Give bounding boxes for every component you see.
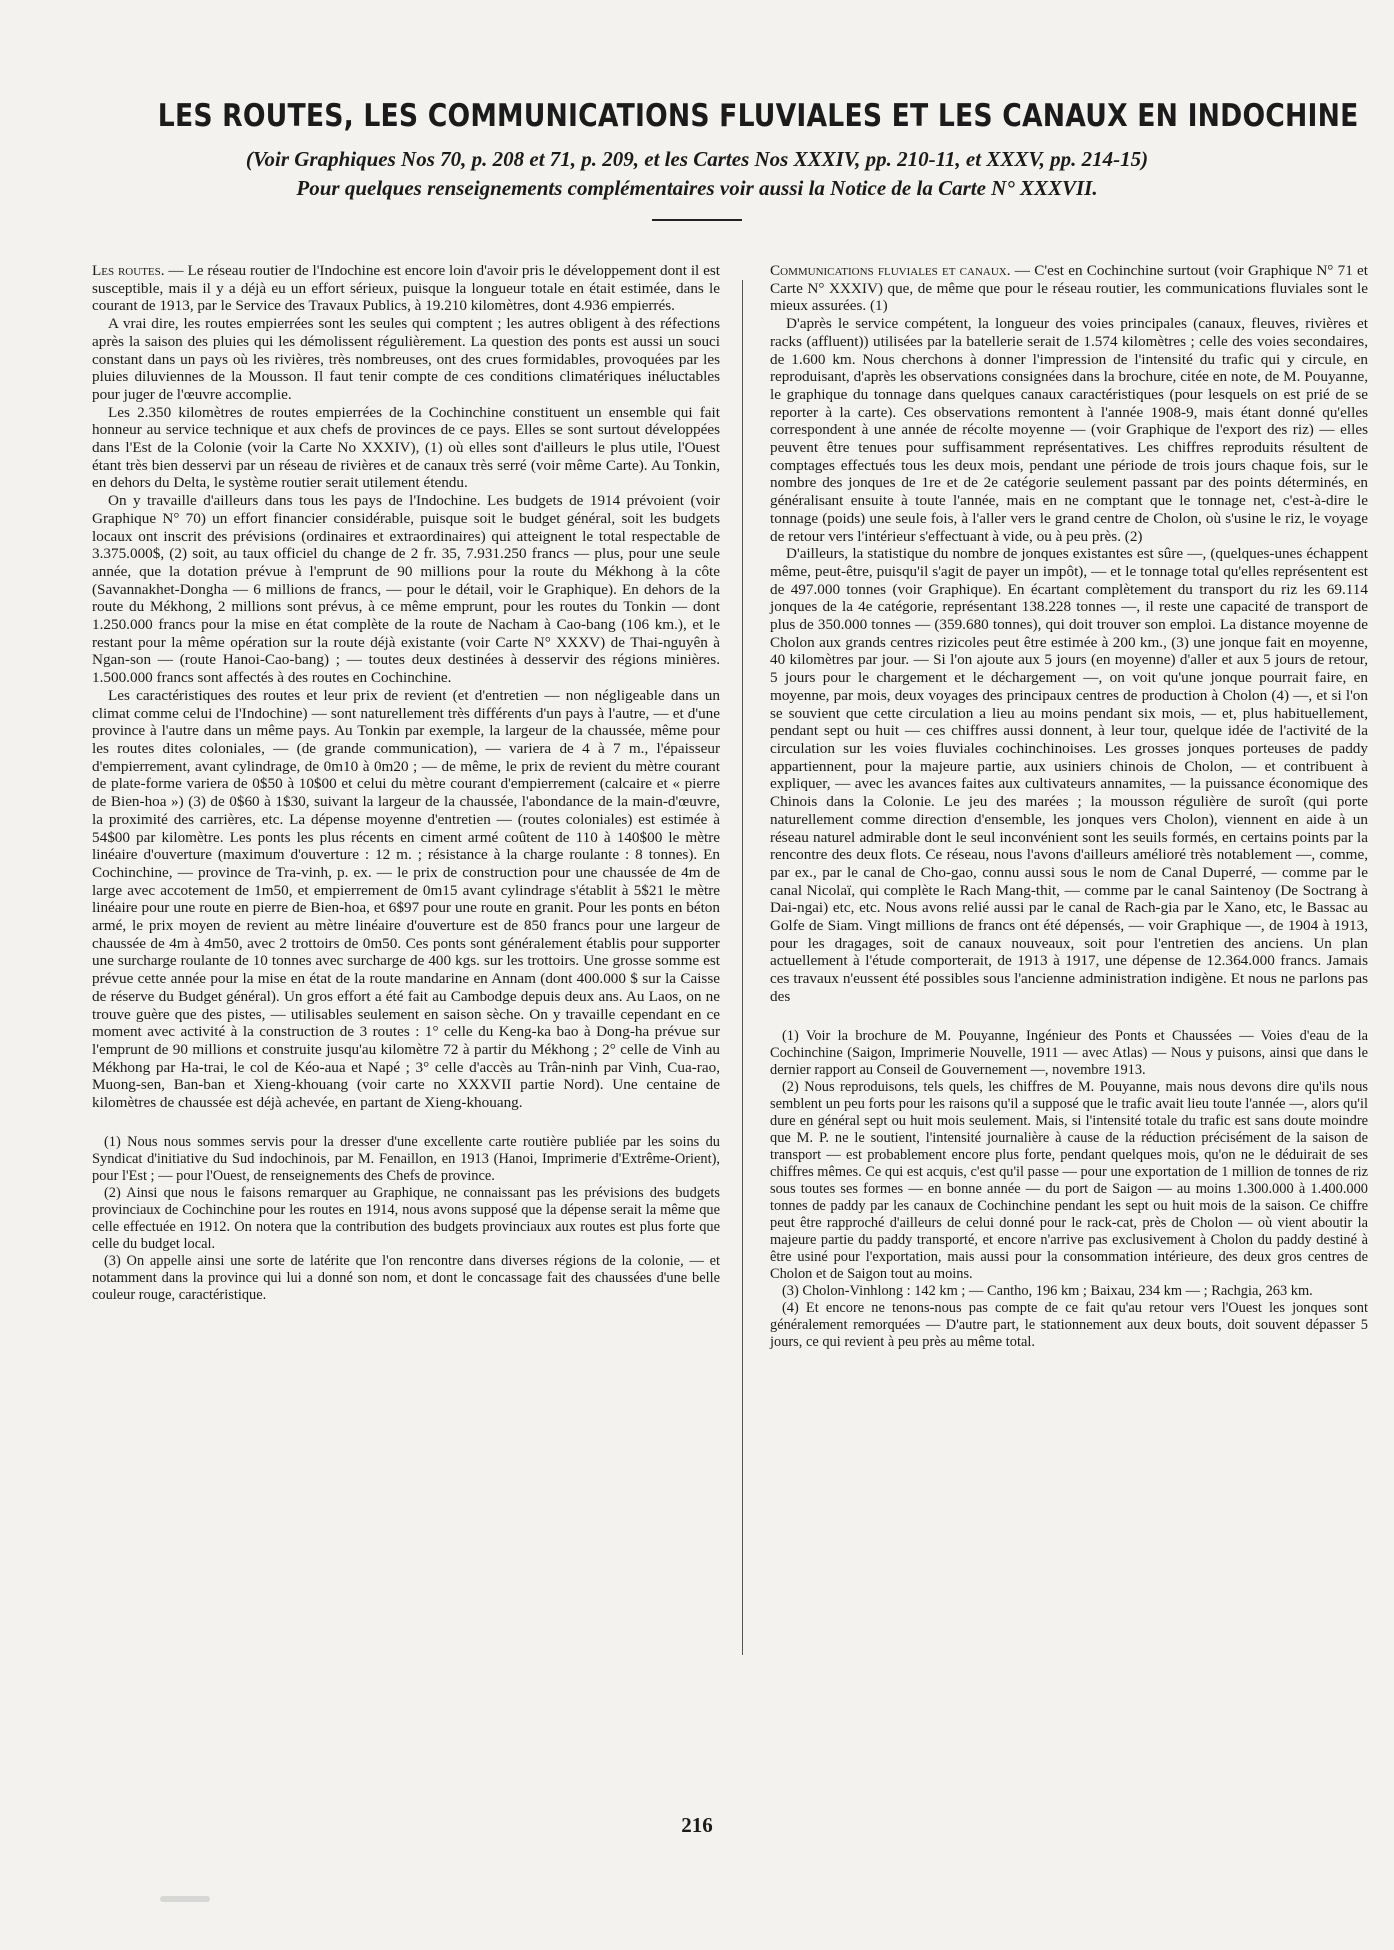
right-column xyxy=(770,262,1368,1351)
paragraph: D'après le service compétent, la longueur des voies principales (canaux, fleuves, rivières et racks (affluent)) utilisées par la batellerie serait de 1.574 kilomètres ; celle des voies secondaires, de 1.600 km. Nous cherchons à donner l'impression de l'intensité du trafic qui y circule, en reproduisant, d'après les observations consignées dans la brochure, citée en note, de M. Pouyanne, le graphique du tonnage dans quelques canaux caractéristiques (pour lesquels on est prié de se reporter à la carte). Ces observations remontent à l'année 1908-9, mais étant donné qu'elles correspondent à une année de récolte moyenne — (voir Graphique de l'export des riz) — elles peuvent être tenues pour suffisamment représentatives. Les chiffres reproduits résultent de comptages effectués tous les deux mois, pendant une période de trois jours chaque fois, sur le nombre des jonques de 1re et de 2e catégorie seulement passant par des points déterminés, en généralisant ensuite à toute l'année, mais en ne comptant que le tonnage net, c'est-à-dire le tonnage (poids) une seule fois, à l'aller vers le grand centre de Cholon, où s'usine le riz, le voyage de retour vers l'intérieur s'effectuant à vide, ou à peu près. (2) xyxy=(770,315,1368,545)
subtitle-notice: Pour quelques renseignements complémentaires voir aussi la Notice de la Carte N° XXXVII. xyxy=(296,176,1098,200)
footnote: (4) Et encore ne tenons-nous pas compte de ce fait qu'au retour vers l'Ouest les jonques sont généralement remorquées — D'autre part, le stationnement aux deux bouts, doit souvent dépasser 5 jours, ce qui revient à peu près au même total. xyxy=(770,1299,1368,1350)
paragraph: A vrai dire, les routes empierrées sont les seules qui comptent ; les autres obligent à des réfections après la saison des pluies qui les démolissent régulièrement. La question des ponts est aussi un souci constant dans un pays où les rivières, très nombreuses, ont des crues formidables, provoquées par les pluies diluviennes de la Mousson. Il faut tenir compte de ces conditions climatériques inéluctables pour juger de l'œuvre accomplie. xyxy=(92,315,720,403)
footnote: (3) Cholon-Vinhlong : 142 km ; — Cantho, 196 km ; Baixau, 234 km — ; Rachgia, 263 km. xyxy=(782,1282,1313,1299)
section-heading-routes: Les routes. xyxy=(92,262,165,279)
page-number: 216 xyxy=(681,1813,713,1837)
footnote: (3) On appelle ainsi une sorte de latérite que l'on rencontre dans diverses régions de la colonie, — et notamment dans la province qui lui a donné son nom, et dont le concassage fait des chaussées d'une belle couleur rouge, caractéristique. xyxy=(92,1252,720,1303)
footnotes xyxy=(92,1134,720,1304)
footnote: (2) Nous reproduisons, tels quels, les chiffres de M. Pouyanne, mais nous devons dire qu'ils nous semblent un peu forts pour les raisons qu'il a supposé que le trafic avait lieu toute l'année —, alors qu'il dure en général sept ou huit mois seulement. Mais, si l'intensité totale du trafic est sans doute moindre que M. P. ne le soutient, l'intensité journalière à cause de la réduction précisément de la saison de transport — est probablement encore plus forte, pendant quelques mois, qu'on ne le déduirait de ses chiffres mêmes. Ce qui est acquis, c'est qu'il passe — pour une exportation de 1 million de tonnes de riz sous toutes ses formes — en bonne année — du port de Saigon — au moins 1.300.000 à 1.400.000 tonnes de paddy par les canaux de Cochinchine pendant les sept ou huit mois de la saison. Ce chiffre peut être rapproché d'ailleurs de celui donné pour le rack-cat, près de Cholon — où vient aboutir la majeure partie du paddy transporté, et encore n'arrive pas exclusivement à Cholon du paddy destiné à être usiné pour l'exportation, mais aussi pour la consommation intérieure, des deux gros centres de Cholon et de Saigon tout au moins. xyxy=(770,1078,1368,1282)
paragraph: Les 2.350 kilomètres de routes empierrées de la Cochinchine constituent un ensemble qui fait honneur au service technique et aux chefs de provinces de ce pays. Elles se sont surtout développées dans l'Est de la Colonie (voir la Carte No XXXIV), (1) où elles sont d'ailleurs le plus utile, l'Ouest étant très bien desservi par un réseau de rivières et de canaux très serré (voir même Carte). Au Tonkin, en dehors du Delta, le système routier serait utilement étendu. xyxy=(92,403,720,492)
title-divider xyxy=(652,219,742,221)
footnote: (2) Ainsi que nous le faisons remarquer au Graphique, ne connaissant pas les prévisions des budgets provinciaux de Cochinchine pour les routes en 1914, nous avons supposé que la dépense serait la même que celle effectuée en 1912. On notera que la contribution des budgets provinciaux aux routes est plus forte que celle du budget local. xyxy=(92,1184,720,1252)
footnotes xyxy=(770,1028,1368,1351)
section-heading-canaux: Communications fluviales et canaux. xyxy=(770,262,1011,279)
print-smudge xyxy=(160,1896,210,1902)
footnote: (1) Voir la brochure de M. Pouyanne, Ingénieur des Ponts et Chaussées — Voies d'eau de la Cochinchine (Saigon, Imprimerie Nouvelle, 1911 — avec Atlas) — Nous y puisons, ainsi que dans le dernier rapport au Conseil de Gouvernement —, novembre 1913. xyxy=(770,1027,1368,1078)
paragraph: D'ailleurs, la statistique du nombre de jonques existantes est sûre —, (quelques-unes échappent même, peut-être, puisqu'il s'agit de payer un impôt), — et le tonnage total qu'elles représentent est de 497.000 tonnes (voir Graphique). En écartant complètement du transport du riz les 69.114 jonques de la 4e catégorie, représentant 138.228 tonnes —, il reste une capacité de transport de plus de 350.000 tonnes — (359.680 tonnes), qui doit trouver son emploi. La distance moyenne de Cholon aux grands centres rizicoles peut être estimée à 200 km., (3) une jonque fait en moyenne, 40 kilomètres par jour. — Si l'on ajoute aux 5 jours (en moyenne) d'aller et aux 5 jours de retour, 5 jours pour le chargement et le déchargement —, on voit qu'une jonque pourrait faire, en moyenne, par mois, deux voyages des principaux centres de production à Cholon (4) —, et si l'on se souvient que cette circulation a lieu au moins pendant six mois, — et, plus habituellement, pendant sept ou huit — ces chiffres aussi donnent, à leur tour, quelque idée de l'activité de la circulation sur les voies fluviales cochinchinoises. Les grosses jonques porteuses de paddy appartiennent, pour la majeure partie, aux usiniers chinois de Cholon, — et contribuent à expliquer, — avec les avances faites aux cultivateurs annamites, — la puissance économique des Chinois dans la Colonie. Le jeu des marées ; la mousson régulière de suroît (qui porte naturellement comme direction d'ensemble, les jonques vers Cholon), viennent en aide à un réseau naturel admirable dont le seul inconvénient sont les seuils formés, en certains points par la rencontre des deux flots. Ce réseau, nous l'avons d'ailleurs amélioré très notablement —, comme, par ex., par le canal de Cho-gao, connu aussi sous le nom de Canal Duperré, — comme par le canal Nicolaï, qui complète le Rach Mang-thit, — comme par le canal Saintenoy (De Soctrang à Dai-ngai) etc, etc. Nous avons relié aussi par le canal de Rach-gia par le Xano, etc, le Bassac au Golfe de Siam. Vingt millions de francs ont été dépensés, — voir Graphique —, de 1904 à 1913, pour les dragages, soit de canaux nouveaux, soit pour l'entretien des anciens. Un plan actuellement à l'étude comporterait, de 1913 à 1917, une dépense de 12.364.000 francs. Jamais ces travaux n'eussent été possibles sous l'ancienne administration indigène. Et nous ne parlons pas des xyxy=(770,545,1368,1005)
footnote: (1) Nous nous sommes servis pour la dresser d'une excellente carte routière publiée par les soins du Syndicat d'initiative du Sud indochinois, par M. Fenaillon, en 1913 (Hanoi, Imprimerie d'Extrême-Orient), pour l'Est ; — pour l'Ouest, de renseignements des Chefs de province. xyxy=(92,1133,720,1184)
page-title: LES ROUTES, LES COMMUNICATIONS FLUVIALES ET LES CANAUX EN INDOCHINE xyxy=(157,98,1359,134)
paragraph: Les caractéristiques des routes et leur prix de revient (et d'entretien — non négligeable dans un climat comme celui de l'Indochine) — sont naturellement très différents d'un pays à l'autre, — et d'une province à l'autre dans un même pays. Au Tonkin par exemple, la largeur de la chaussée, même pour les routes dites coloniales, — (de grande communication), — variera de 4 à 7 m., l'épaisseur d'empierrement, avant cylindrage, de 0m10 à 0m20 ; — de même, le prix de revient du mètre courant de plate-forme variera de 0$50 à 10$00 et celui du mètre courant d'empierrement (calcaire et « pierre de Bien-hoa ») (3) de 0$60 à 1$30, suivant la largeur de la chaussée, l'abondance de la main-d'œuvre, la proximité des carrières, etc. La dépense moyenne d'entretien — (routes coloniales) est estimée à 54$00 par kilomètre. Les ponts les plus récents en ciment armé coûtent de 110 à 140$00 le mètre linéaire d'ouverture (maximum d'ouverture : 12 m. ; résistance à la charge roulante : 8 tonnes). En Cochinchine, — province de Tra-vinh, p. ex. — le prix de construction pour une chaussée de 4m de large avec accotement de 1m50, et empierrement de 0m15 avant cylindrage s'établit à 5$21 le mètre linéaire pour une route en pierre de Bien-hoa, et 6$97 pour une route en granit. Pour les ponts en béton armé, le prix moyen de revient au mètre linéaire d'ouverture est de 850 francs pour une largeur de chaussée de 4m à 4m50, avec 2 trottoirs de 0m50. Ces ponts sont généralement établis pour supporter une surcharge roulante de 10 tonnes avec surcharge de 400 kgs. sur les trottoirs. Une grosse somme est prévue cette année pour la mise en état de la route mandarine en Annam (dont 400.000 $ sur la Caisse de réserve du Budget général). Un gros effort a été fait au Cambodge depuis deux ans. Au Laos, on ne trouve guère que des pistes, — utilisables seulement en saison sèche. On y travaille cependant en ce moment avec activité à la construction de 3 routes : 1° celle du Keng-ka bao à Dong-ha prévue sur l'emprunt de 90 millions et construite jusqu'au kilomètre 72 à partir du Mékhong ; 2° celle de Vinh au Mékhong par Ha-trai, le col de Kéo-aua et Napé ; 3° celle d'accès au Trân-ninh par Vinh, Cua-rao, Muong-sen, Ban-ban et Xieng-khouang (voir carte no XXXVII partie Nord). Une centaine de kilomètres de chaussée est déjà achevée, en partant de Xieng-khouang. xyxy=(92,686,720,1112)
paragraph: On y travaille d'ailleurs dans tous les pays de l'Indochine. Les budgets de 1914 prévoient (voir Graphique N° 70) un effort financier considérable, puisque soit le budget général, soit les budgets locaux ont inscrit des prévisions (ordinaires et extraordinaires) qui atteignent le total respectable de 3.375.000$, (2) soit, au taux officiel du change de 2 fr. 35, 7.931.250 francs — plus, pour une seule année, que la dotation prévue à l'emprunt de 90 millions pour la route du Mékhong à la côte (Savannakhet-Dongha — 6 millions de francs, — pour le détail, voir le Graphique). En dehors de la route du Mékhong, 2 millions sont prévus, à ce même emprunt, pour les routes du Tonkin — dont 1.250.000 francs pour la mise en état complète de la route de Nacham à Cao-bang (106 km.), et le restant pour la même opération sur la route déjà existante (voir Carte N° XXXV) de Thai-nguyên à Ngan-son — (route Hanoi-Cao-bang) ; — toutes deux destinées à desservir des régions minières. 1.500.000 francs sont affectés à des routes en Cochinchine. xyxy=(92,492,720,687)
paragraph: Les routes. — Le réseau routier de l'Indochine est encore loin d'avoir pris le développement dont il est susceptible, mais il y a déjà eu un effort sérieux, puisque la longueur totale en était estimée, dans le courant de 1913, par le Service des Travaux Publics, à 19.210 kilomètres, dont 4.936 empierrés. xyxy=(92,262,720,315)
subtitle-references: (Voir Graphiques Nos 70, p. 208 et 71, p. 209, et les Cartes Nos XXXIV, pp. 210-11, et XXXV, pp. 214-15) xyxy=(245,147,1149,171)
column-divider xyxy=(742,280,743,1655)
left-column xyxy=(92,262,720,1304)
paragraph: Communications fluviales et canaux. — C'est en Cochinchine surtout (voir Graphique N° 71 et Carte N° XXXIV) que, de même que pour le réseau routier, les communications fluviales sont le mieux assurées. (1) xyxy=(770,262,1368,315)
